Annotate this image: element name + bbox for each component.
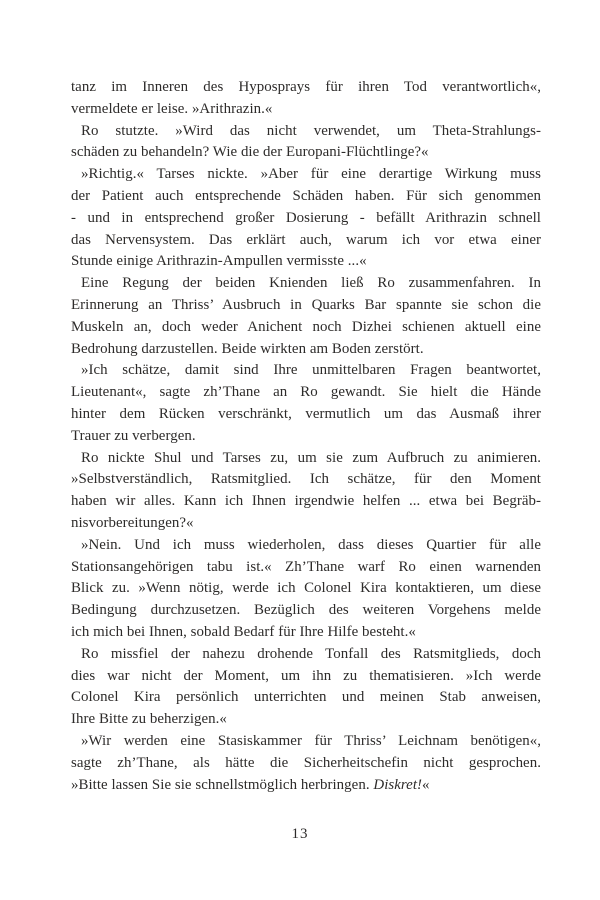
paragraph [71, 535, 541, 644]
text-line: »Ich schätze, damit sind Ihre unmittelbaren Fragen beantwortet, [81, 362, 541, 379]
text-line: nisvorbereitungen?« [71, 514, 194, 531]
paragraph [71, 360, 541, 447]
text-line: Eine Regung der beiden Knienden ließ Ro zusammenfahren. In [81, 275, 541, 292]
text-line: Stunde einige Arithrazin-Ampullen vermisste ...« [71, 253, 367, 270]
text-line: Lieutenant«, sagte zh’Thane an Ro gewandt. Sie hielt die Hände [71, 384, 541, 401]
text-line: »Bitte lassen Sie sie schnellstmöglich herbringen. Diskret!« [71, 776, 430, 793]
paragraph [71, 273, 541, 360]
text-line: - und in entsprechend großer Dosierung - befällt Arithrazin schnell [71, 209, 541, 226]
text-line: Ro stutzte. »Wird das nicht verwendet, um Theta-Strahlungs- [81, 122, 541, 139]
page-number: 13 [291, 826, 309, 842]
paragraph [71, 121, 541, 165]
text-line: Bedingung durchzusetzen. Bezüglich des weiteren Vorgehens melde [71, 602, 541, 619]
text-line: ich mich bei Ihnen, sobald Bedarf für Ihre Hilfe besteht.« [71, 623, 416, 640]
text-line: tanz im Inneren des Hyposprays für ihren Tod verantwortlich«, [71, 79, 541, 95]
text-line: hinter dem Rücken verschränkt, vermutlich um das Ausmaß ihrer [71, 405, 541, 422]
paragraph [71, 164, 541, 273]
text-line: Erinnerung an Thriss’ Ausbruch in Quarks Bar spannte sie schon die [71, 296, 541, 313]
text-line: Ro missfiel der nahezu drohende Tonfall des Ratsmitglieds, doch [81, 645, 541, 662]
text-line: Stationsangehörigen tabu ist.« Zh’Thane warf Ro einen warnenden [71, 558, 541, 575]
text-line: das Nervensystem. Das erklärt auch, warum ich vor etwa einer [71, 231, 541, 248]
text-block [71, 77, 541, 796]
text-line: »Nein. Und ich muss wiederholen, dass dieses Quartier für alle [81, 536, 541, 553]
text-line: »Richtig.« Tarses nickte. »Aber für eine derartige Wirkung muss [81, 166, 541, 183]
text-line: Bedrohung darzustellen. Beide wirkten am Boden zerstört. [71, 340, 424, 357]
paragraph [71, 731, 541, 796]
paragraph [71, 644, 541, 731]
paragraph [71, 77, 541, 121]
text-line: Ihre Bitte zu beherzigen.« [71, 711, 227, 728]
text-line: Muskeln an, doch weder Anichent noch Dizhei schienen aktuell eine [71, 318, 541, 335]
text-line: Blick zu. »Wenn nötig, werde ich Colonel Kira kontaktieren, um diese [71, 580, 541, 597]
text-line: der Patient auch entsprechende Schäden haben. Für sich genommen [71, 187, 541, 204]
text-line: haben wir alles. Kann ich Ihnen irgendwie helfen ... etwa bei Begräb- [71, 493, 541, 510]
text-line: Ro nickte Shul und Tarses zu, um sie zum Aufbruch zu animieren. [81, 449, 541, 466]
text-line: dies war nicht der Moment, um ihn zu thematisieren. »Ich werde [71, 667, 541, 684]
text-line: Colonel Kira persönlich unterrichten und meinen Stab anweisen, [71, 689, 541, 706]
paragraph [71, 448, 541, 535]
text-line: »Selbstverständlich, Ratsmitglied. Ich schätze, für den Moment [71, 471, 541, 488]
text-line: Trauer zu verbergen. [71, 427, 196, 444]
text-line: schäden zu behandeln? Wie die der Europani-Flüchtlinge?« [71, 144, 429, 161]
text-line: sagte zh’Thane, als hätte die Sicherheitschefin nicht gesprochen. [71, 754, 541, 771]
text-line: vermeldete er leise. »Arithrazin.« [71, 100, 273, 117]
text-line: »Wir werden eine Stasiskammer für Thriss’ Leichnam benötigen«, [81, 732, 541, 749]
